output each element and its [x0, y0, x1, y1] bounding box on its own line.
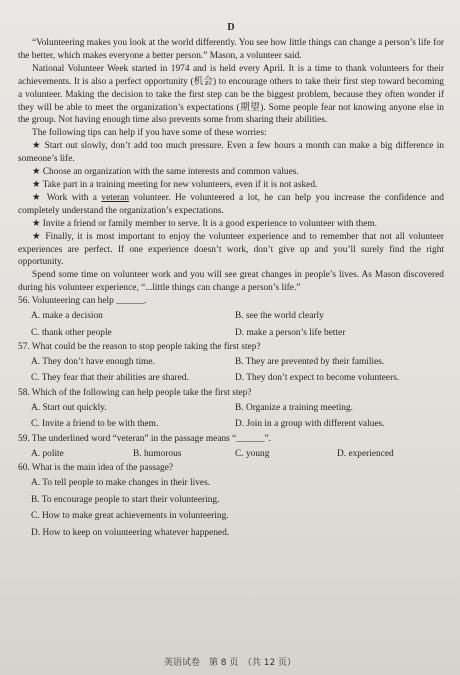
paragraph-4: Spend some time on volunteer work and you will see great changes in people’s lives. As Mason discovered during his volunteer experience, “...little things can change a person’s life.”	[18, 270, 444, 294]
option-d: D. experienced	[337, 448, 394, 459]
option-c: C. thank other people	[31, 327, 112, 338]
question-number: 56.	[18, 296, 30, 307]
option-a: A. make a decision	[31, 311, 103, 322]
option-d: D. They don’t expect to become volunteers.	[235, 373, 400, 384]
options-57	[18, 354, 444, 387]
tip-6: ★ Finally, it is most important to enjoy the volunteer experience and to remember that not all volunteer experiences are perfect. If one experience doesn’t work, don’t give up and you’ll surely find the right opportunity.	[18, 231, 444, 268]
question-number: 58.	[18, 387, 30, 398]
tip-4-end: volunteer. He volunteered a lot, he can help you increase the confidence and completely understand the organization’s expectations.	[18, 192, 444, 216]
question-number: 60.	[18, 463, 30, 474]
option-b: B. humorous	[133, 448, 182, 459]
options-56	[18, 308, 444, 341]
question-stem: Volunteering can help ______.	[31, 296, 147, 307]
option-c: C. They fear that their abilities are shared.	[31, 373, 189, 384]
question-59	[18, 433, 444, 446]
option-c: C. How to make great achievements in volunteering.	[31, 511, 229, 522]
question-stem: What could be the reason to stop people taking the first step?	[31, 342, 261, 353]
option-d: D. make a person’s life better	[235, 327, 346, 338]
options-59	[18, 446, 444, 463]
tip-4-start: ★ Work with a	[32, 192, 102, 203]
question-number: 57.	[18, 342, 30, 353]
tip-4	[18, 192, 444, 218]
question-57	[18, 341, 444, 354]
option-c: C. Invite a friend to be with them.	[31, 419, 159, 430]
paragraph-2: National Volunteer Week started in 1974 and is held every April. It is a time to thank volunteers for their achievements. It is also a perfect opportunity (机会) to encourage others to take their first step toward becoming a volunteer. Making the decision to take the first step can be the biggest problem, because they often wonder if they will be able to meet the organization’s expectations (期望). Some people fear not knowing anyone else in the group. Not having enough time also prevents some from sharing their abilities.	[18, 63, 444, 126]
page-footer: 英语试卷 第 8 页 （共 12 页）	[163, 658, 297, 668]
option-a: A. They don’t have enough time.	[31, 356, 155, 367]
options-60	[18, 475, 444, 541]
tip-1: ★ Start out slowly, don’t add too much pressure. Even a few hours a month can make a big difference in someone’s life.	[18, 141, 444, 165]
option-b: B. They are prevented by their families.	[235, 356, 385, 367]
question-58	[18, 387, 444, 400]
section-heading: D	[227, 22, 235, 33]
option-a: A. polite	[31, 448, 64, 459]
paragraph-3: The following tips can help if you have some of these worries:	[32, 128, 267, 139]
options-58	[18, 400, 444, 433]
option-d: D. How to keep on volunteering whatever happened.	[31, 527, 230, 538]
question-stem: What is the main idea of the passage?	[31, 463, 174, 474]
option-b: B. Organize a training meeting.	[235, 402, 354, 413]
paragraph-1: “Volunteering makes you look at the world differently. You see how little things can change a person’s life for the better, which makes everyone a better person.” Mason, a volunteer said.	[18, 38, 444, 61]
question-stem: Which of the following can help people take the first step?	[31, 387, 252, 398]
tip-2: ★ Choose an organization with the same interests and common values.	[32, 167, 299, 178]
question-stem: The underlined word “veteran” in the passage means “______”.	[31, 433, 271, 444]
option-d: D. Join in a group with different values.	[235, 419, 385, 430]
question-number: 59.	[18, 433, 30, 444]
option-b: B. To encourage people to start their volunteering.	[31, 494, 220, 505]
underlined-word: veteran	[101, 192, 129, 203]
question-60	[18, 462, 444, 475]
option-a: A. Start out quickly.	[31, 402, 107, 413]
question-56	[18, 295, 444, 308]
tip-3: ★ Take part in a training meeting for new volunteers, even if it is not asked.	[32, 179, 318, 190]
tip-5: ★ Invite a friend or family member to serve. It is a good experience to volunteer with them.	[32, 218, 378, 229]
option-c: C. young	[235, 448, 270, 459]
option-a: A. To tell people to make changes in their lives.	[31, 478, 211, 489]
option-b: B. see the world clearly	[235, 311, 324, 322]
